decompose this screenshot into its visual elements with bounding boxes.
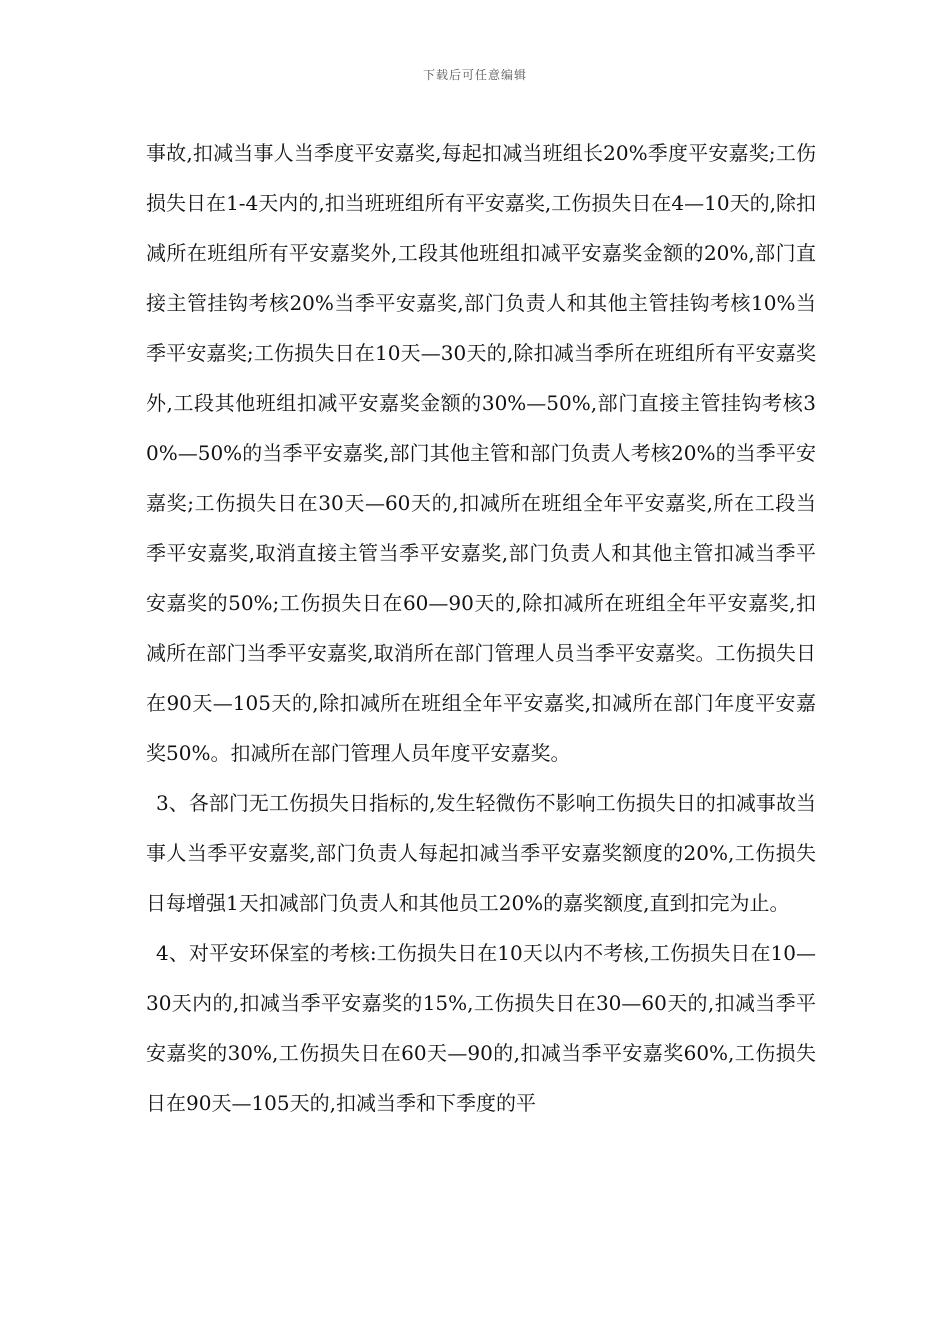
paragraph-2: 3、各部门无工伤损失日指标的,发生轻微伤不影响工伤损失日的扣减事故当事人当季平安嘉奖,部门负责人每起扣减当季平安嘉奖额度的20%,工伤损失日每增强1天扣减部门负责人和其他员工20%的嘉奖额度,直到扣完为止。 xyxy=(146,791,816,915)
paragraph-3: 4、对平安环保室的考核:工伤损失日在10天以内不考核,工伤损失日在10—30天内的,扣减当季平安嘉奖的15%,工伤损失日在30—60天的,扣减当季平安嘉奖的30%,工伤损失日在60天—90的,扣减当季平安嘉奖60%,工伤损失日在90天—105天的,扣减当季和下季度的平 xyxy=(146,941,816,1115)
document-body xyxy=(146,128,816,1128)
paragraph-1: 事故,扣减当事人当季度平安嘉奖,每起扣减当班组长20%季度平安嘉奖;工伤损失日在1-4天内的,扣当班班组所有平安嘉奖,工伤损失日在4—10天的,除扣减所在班组所有平安嘉奖外,工段其他班组扣减平安嘉奖金额的20%,部门直接主管挂钩考核20%当季平安嘉奖,部门负责人和其他主管挂钩考核10%当季平安嘉奖;工伤损失日在10天—30天的,除扣减当季所在班组所有平安嘉奖外,工段其他班组扣减平安嘉奖金额的30%—50%,部门直接主管挂钩考核30%—50%的当季平安嘉奖,部门其他主管和部门负责人考核20%的当季平安嘉奖;工伤损失日在30天—60天的,扣减所在班组全年平安嘉奖,所在工段当季平安嘉奖,取消直接主管当季平安嘉奖,部门负责人和其他主管扣减当季平安嘉奖的50%;工伤损失日在60—90天的,除扣减所在班组全年平安嘉奖,扣减所在部门当季平安嘉奖,取消所在部门管理人员当季平安嘉奖。工伤损失日在90天—105天的,除扣减所在班组全年平安嘉奖,扣减所在部门年度平安嘉奖50%。扣减所在部门管理人员年度平安嘉奖。 xyxy=(146,141,816,765)
page-header: 下载后可任意编辑 xyxy=(422,68,527,82)
